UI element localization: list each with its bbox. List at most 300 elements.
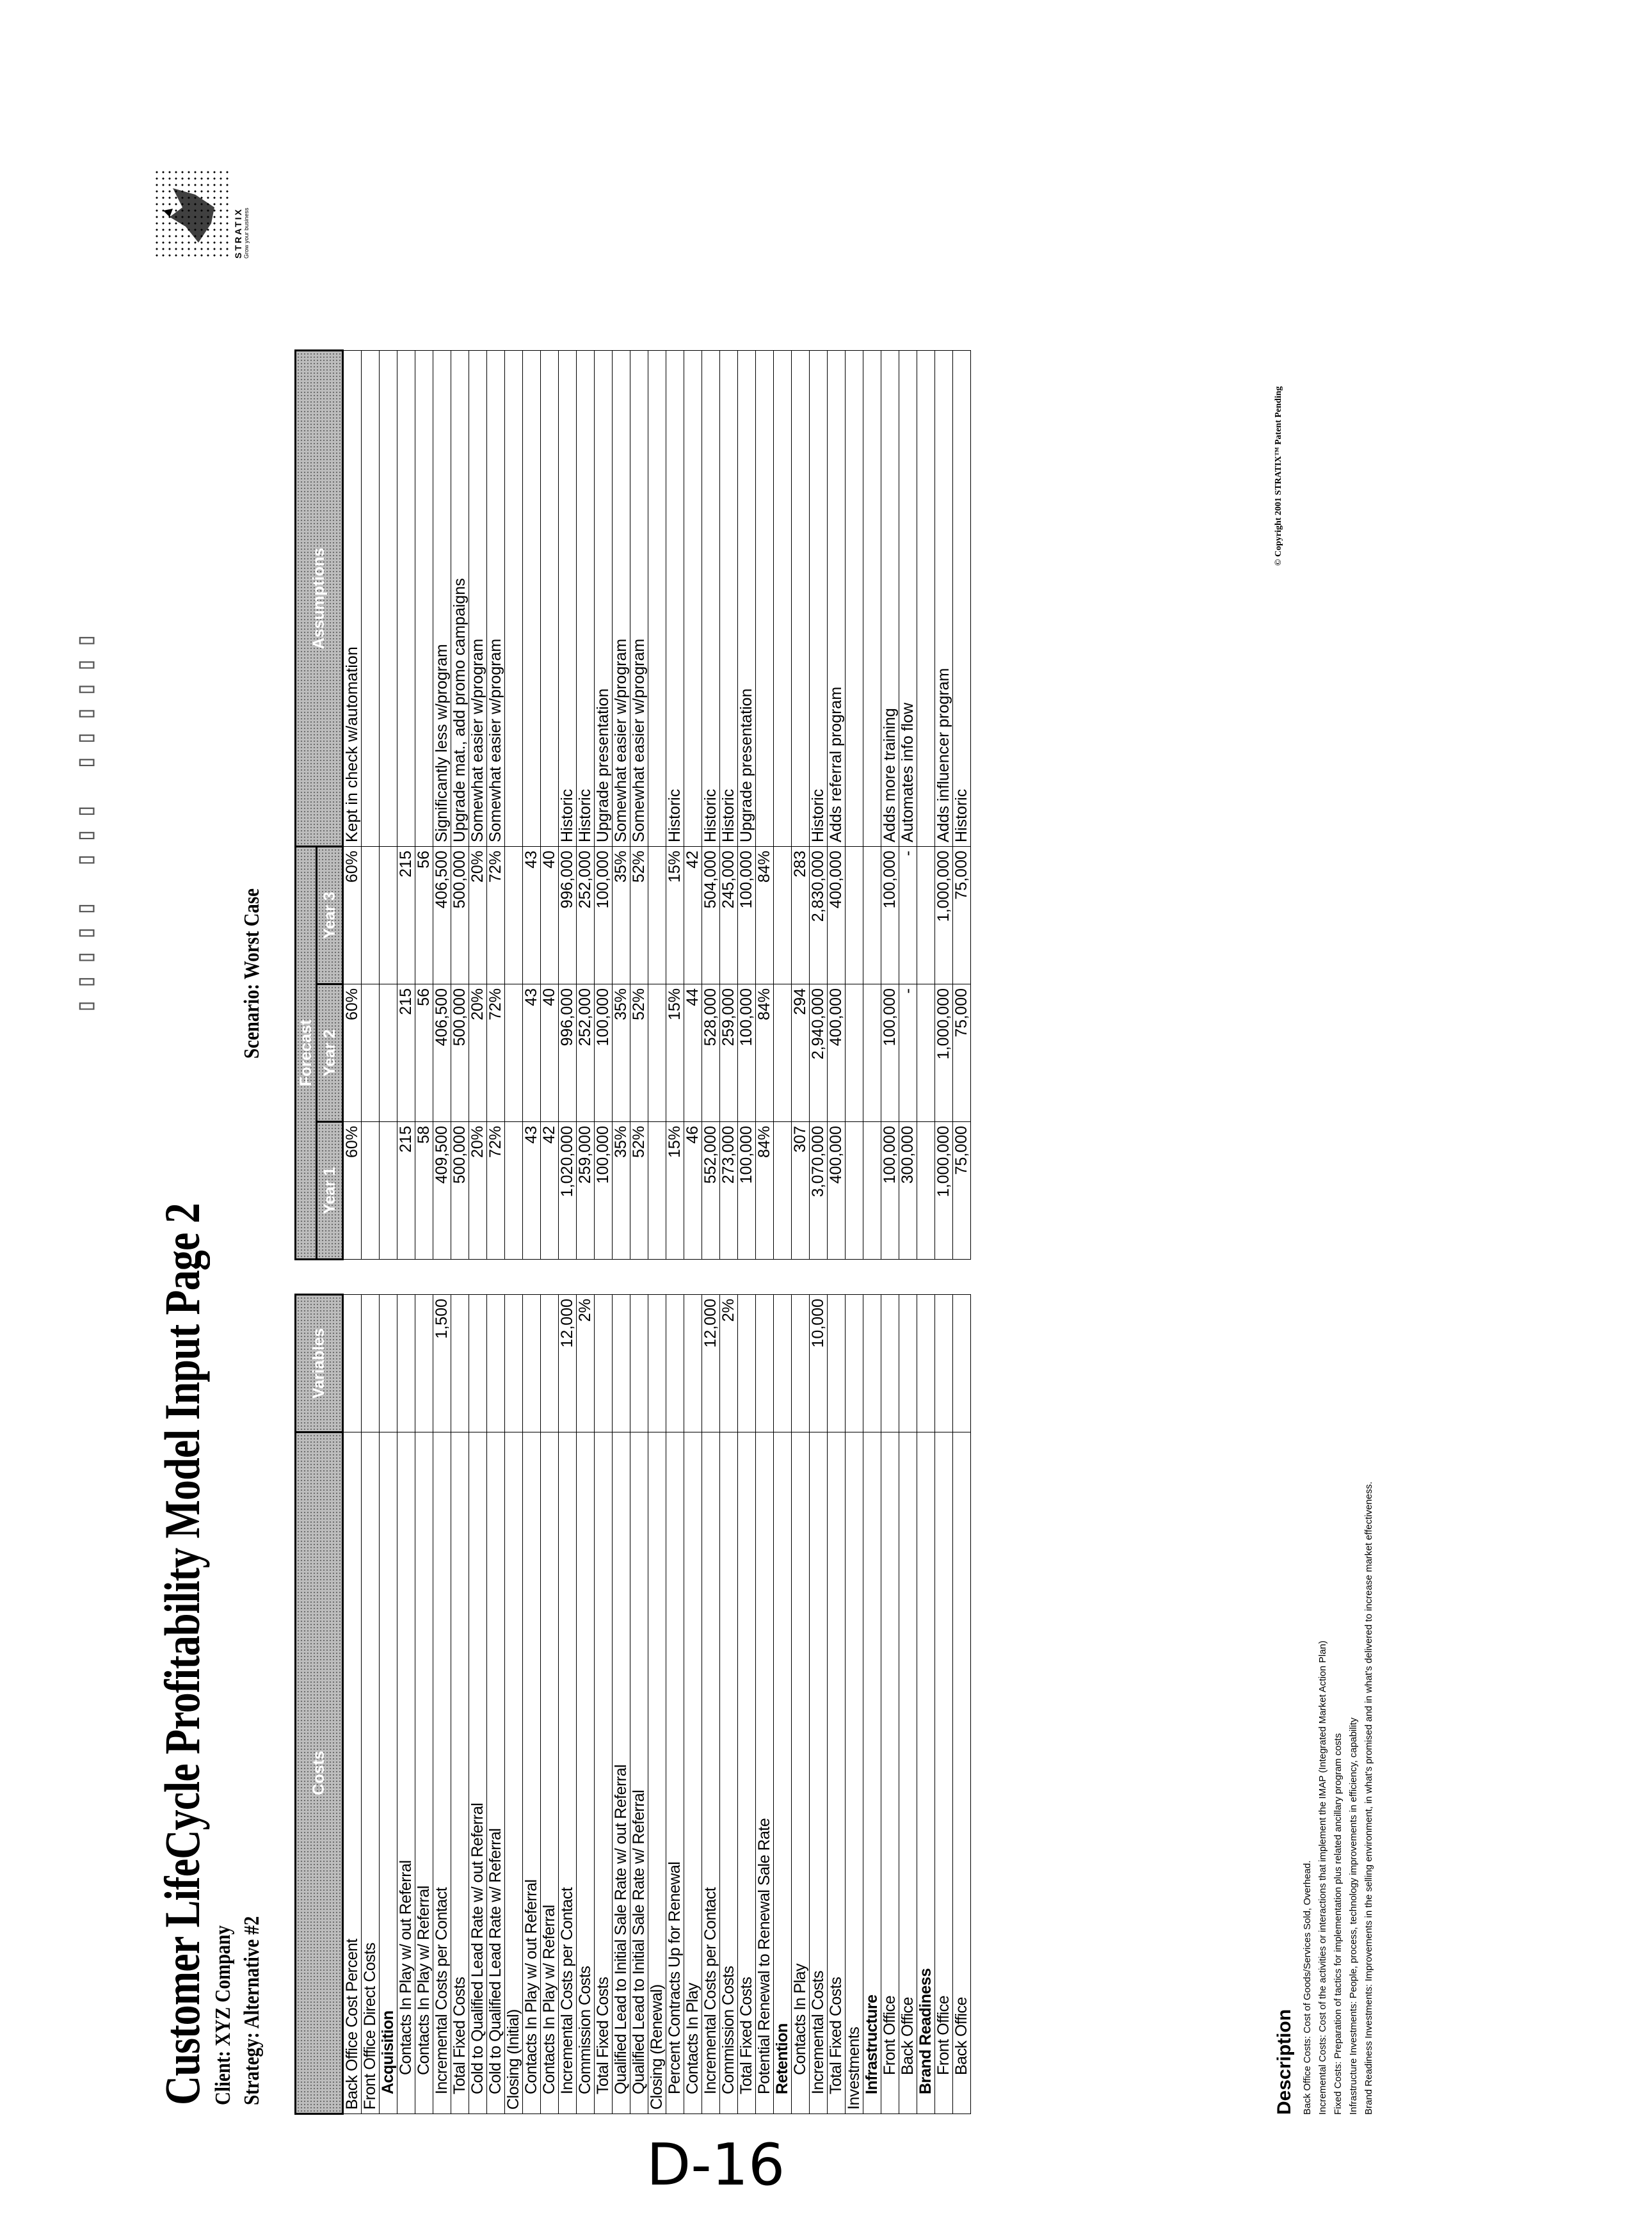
variable-cell <box>648 1295 666 1432</box>
year-2-cell <box>863 984 881 1122</box>
assumption-cell <box>523 351 541 847</box>
year-1-cell <box>648 1122 666 1260</box>
variable-cell: 2% <box>720 1295 738 1432</box>
column-gap <box>756 1260 774 1295</box>
row-label: Front Office Direct Costs <box>362 1432 380 2114</box>
row-label: Cold to Qualified Lead Rate w/ Referral <box>487 1432 505 2114</box>
year-2-cell: 2,940,000 <box>810 984 828 1122</box>
year-3-cell: 2,830,000 <box>810 847 828 984</box>
column-gap <box>953 1260 971 1295</box>
year-1-cell: 43 <box>523 1122 541 1260</box>
variable-cell: 12,000 <box>559 1295 577 1432</box>
row-label: Incremental Costs <box>810 1432 828 2114</box>
year-2-cell: 35% <box>613 984 630 1122</box>
variable-cell <box>953 1295 971 1432</box>
column-gap <box>433 1260 451 1295</box>
row-label: Percent Contracts Up for Renewal <box>666 1432 684 2114</box>
assumption-cell <box>917 351 935 847</box>
table-row <box>953 351 971 2114</box>
column-gap <box>523 1260 541 1295</box>
year-1-cell: 552,000 <box>702 1122 720 1260</box>
variable-cell <box>774 1295 792 1432</box>
table-row <box>684 351 702 2114</box>
year-1-cell: 75,000 <box>953 1122 971 1260</box>
year-3-cell <box>846 847 863 984</box>
variable-cell <box>935 1295 953 1432</box>
column-gap <box>451 1260 469 1295</box>
row-label: Contacts In Play w/ out Referral <box>397 1432 415 2114</box>
variable-cell <box>828 1295 846 1432</box>
description-line: Fixed Costs: Preparation of tactics for implementation plus related ancillary program costs <box>1333 1733 1343 2115</box>
year-1-cell: 1,020,000 <box>559 1122 577 1260</box>
year-1-cell: 15% <box>666 1122 684 1260</box>
scenario-label: Scenario: Worst Case <box>240 888 264 1059</box>
year-2-cell <box>774 984 792 1122</box>
header-assumptions: Assumptions <box>296 351 343 847</box>
header-year-2: Year 2 <box>317 984 343 1122</box>
column-gap <box>917 1260 935 1295</box>
year-2-cell: 500,000 <box>451 984 469 1122</box>
variable-cell <box>756 1295 774 1432</box>
header-year-1: Year 1 <box>317 1122 343 1260</box>
year-3-cell: 20% <box>469 847 487 984</box>
year-3-cell: 72% <box>487 847 505 984</box>
year-1-cell: 3,070,000 <box>810 1122 828 1260</box>
year-1-cell <box>505 1122 523 1260</box>
header-variables: Variables <box>296 1295 343 1432</box>
assumption-cell: Historic <box>666 351 684 847</box>
client-label: Client: XYZ Company <box>211 1925 235 2105</box>
assumption-cell <box>541 351 559 847</box>
table-row <box>487 351 505 2114</box>
row-label: Acquisition <box>380 1432 397 2114</box>
year-2-cell: 215 <box>397 984 415 1122</box>
row-label: Back Office Cost Percent <box>343 1432 362 2114</box>
year-3-cell: 500,000 <box>451 847 469 984</box>
year-3-cell <box>863 847 881 984</box>
assumption-cell <box>863 351 881 847</box>
table-row <box>846 351 863 2114</box>
row-label: Qualified Lead to Initial Sale Rate w/ Referral <box>630 1432 648 2114</box>
year-1-cell <box>917 1122 935 1260</box>
assumption-cell: Somewhat easier w/program <box>487 351 505 847</box>
table-row <box>541 351 559 2114</box>
assumption-cell: Upgrade presentation <box>738 351 756 847</box>
year-3-cell: 75,000 <box>953 847 971 984</box>
logo-name: STRATIX <box>233 207 243 259</box>
year-3-cell: 40 <box>541 847 559 984</box>
year-3-cell: 252,000 <box>577 847 595 984</box>
assumption-cell: Upgrade mat., add promo campaigns <box>451 351 469 847</box>
variable-cell <box>863 1295 881 1432</box>
year-3-cell: 42 <box>684 847 702 984</box>
table-row <box>469 351 487 2114</box>
description-section <box>1274 1482 1379 2115</box>
year-1-cell: 307 <box>792 1122 810 1260</box>
row-label: Contacts In Play <box>792 1432 810 2114</box>
year-3-cell <box>362 847 380 984</box>
row-label: Incremental Costs per Contact <box>433 1432 451 2114</box>
year-1-cell: 58 <box>415 1122 433 1260</box>
year-1-cell: 400,000 <box>828 1122 846 1260</box>
column-gap <box>595 1260 613 1295</box>
column-gap <box>397 1260 415 1295</box>
handwritten-page-label: D-16 <box>646 2131 785 2199</box>
year-1-cell: 72% <box>487 1122 505 1260</box>
variable-cell: 2% <box>577 1295 595 1432</box>
column-gap <box>296 1260 343 1295</box>
year-2-cell: 44 <box>684 984 702 1122</box>
year-2-cell: 20% <box>469 984 487 1122</box>
variable-cell <box>613 1295 630 1432</box>
variable-cell <box>541 1295 559 1432</box>
table-row <box>899 351 917 2114</box>
description-line: Infrastructure Investments: People, process, technology improvements in efficiency, capability <box>1348 1717 1359 2115</box>
year-3-cell: 84% <box>756 847 774 984</box>
year-1-cell: 42 <box>541 1122 559 1260</box>
column-gap <box>899 1260 917 1295</box>
logo-bird-icon <box>160 182 221 246</box>
column-gap <box>774 1260 792 1295</box>
year-2-cell: 100,000 <box>881 984 899 1122</box>
variable-cell: 12,000 <box>702 1295 720 1432</box>
year-2-cell <box>846 984 863 1122</box>
variable-cell <box>881 1295 899 1432</box>
assumption-cell: Adds more training <box>881 351 899 847</box>
year-3-cell <box>774 847 792 984</box>
year-2-cell: 259,000 <box>720 984 738 1122</box>
year-2-cell: 60% <box>343 984 362 1122</box>
column-gap <box>648 1260 666 1295</box>
table-row <box>613 351 630 2114</box>
year-2-cell: 75,000 <box>953 984 971 1122</box>
row-label: Potential Renewal to Renewal Sale Rate <box>756 1432 774 2114</box>
year-3-cell: 100,000 <box>738 847 756 984</box>
variable-cell <box>487 1295 505 1432</box>
table-row <box>881 351 899 2114</box>
year-2-cell: 528,000 <box>702 984 720 1122</box>
row-label: Infrastructure <box>863 1432 881 2114</box>
assumption-cell: Somewhat easier w/program <box>630 351 648 847</box>
assumption-cell: Historic <box>577 351 595 847</box>
variable-cell <box>397 1295 415 1432</box>
assumption-cell: Somewhat easier w/program <box>469 351 487 847</box>
year-3-cell: - <box>899 847 917 984</box>
row-label: Closing (Initial) <box>505 1432 523 2114</box>
row-label: Commission Costs <box>577 1432 595 2114</box>
table-row <box>738 351 756 2114</box>
variable-cell <box>469 1295 487 1432</box>
assumption-cell: Historic <box>720 351 738 847</box>
variable-cell <box>917 1295 935 1432</box>
column-gap <box>684 1260 702 1295</box>
year-1-cell <box>380 1122 397 1260</box>
year-1-cell: 273,000 <box>720 1122 738 1260</box>
row-label: Investments <box>846 1432 863 2114</box>
input-table <box>294 349 971 2115</box>
assumption-cell <box>846 351 863 847</box>
variable-cell <box>415 1295 433 1432</box>
column-gap <box>362 1260 380 1295</box>
row-label: Contacts In Play w/ Referral <box>415 1432 433 2114</box>
year-2-cell: 84% <box>756 984 774 1122</box>
year-3-cell: 35% <box>613 847 630 984</box>
variable-cell <box>630 1295 648 1432</box>
assumption-cell: Adds referral program <box>828 351 846 847</box>
variable-cell <box>846 1295 863 1432</box>
column-gap <box>577 1260 595 1295</box>
header-costs: Costs <box>296 1432 343 2114</box>
year-3-cell <box>917 847 935 984</box>
row-label: Front Office <box>881 1432 899 2114</box>
table-row <box>756 351 774 2114</box>
year-2-cell: 15% <box>666 984 684 1122</box>
table-row <box>810 351 828 2114</box>
column-gap <box>380 1260 397 1295</box>
description-line: Back Office Costs: Cost of Goods/Services Sold, Overhead. <box>1302 1860 1313 2115</box>
year-1-cell: 52% <box>630 1122 648 1260</box>
row-label: Total Fixed Costs <box>828 1432 846 2114</box>
year-1-cell: 409,500 <box>433 1122 451 1260</box>
year-3-cell: 100,000 <box>595 847 613 984</box>
year-3-cell <box>648 847 666 984</box>
year-2-cell: 406,500 <box>433 984 451 1122</box>
column-gap <box>828 1260 846 1295</box>
year-2-cell <box>380 984 397 1122</box>
year-2-cell <box>505 984 523 1122</box>
year-2-cell <box>648 984 666 1122</box>
assumption-cell <box>505 351 523 847</box>
table-row <box>863 351 881 2114</box>
column-gap <box>415 1260 433 1295</box>
table-row <box>702 351 720 2114</box>
year-2-cell: 72% <box>487 984 505 1122</box>
year-2-cell: 400,000 <box>828 984 846 1122</box>
variable-cell <box>792 1295 810 1432</box>
row-label: Front Office <box>935 1432 953 2114</box>
company-logo <box>154 163 250 259</box>
year-2-cell: 43 <box>523 984 541 1122</box>
column-gap <box>630 1260 648 1295</box>
assumption-cell: Automates info flow <box>899 351 917 847</box>
assumption-cell <box>792 351 810 847</box>
assumption-cell <box>397 351 415 847</box>
year-3-cell: 996,000 <box>559 847 577 984</box>
table-row <box>559 351 577 2114</box>
assumption-cell: Historic <box>559 351 577 847</box>
variable-cell <box>362 1295 380 1432</box>
variable-cell: 10,000 <box>810 1295 828 1432</box>
year-3-cell: 100,000 <box>881 847 899 984</box>
row-label: Total Fixed Costs <box>451 1432 469 2114</box>
assumption-cell: Adds influencer program <box>935 351 953 847</box>
year-1-cell: 60% <box>343 1122 362 1260</box>
year-2-cell: 40 <box>541 984 559 1122</box>
year-2-cell: 252,000 <box>577 984 595 1122</box>
row-label: Retention <box>774 1432 792 2114</box>
row-label: Total Fixed Costs <box>595 1432 613 2114</box>
row-label: Incremental Costs per Contact <box>559 1432 577 2114</box>
header-forecast: Forecast <box>296 847 317 1260</box>
year-3-cell: 245,000 <box>720 847 738 984</box>
table-row <box>935 351 953 2114</box>
row-label: Back Office <box>953 1432 971 2114</box>
row-label: Cold to Qualified Lead Rate w/ out Referral <box>469 1432 487 2114</box>
table-row <box>433 351 451 2114</box>
column-gap <box>469 1260 487 1295</box>
year-2-cell: 100,000 <box>595 984 613 1122</box>
table-row <box>380 351 397 2114</box>
assumption-cell <box>415 351 433 847</box>
year-3-cell: 52% <box>630 847 648 984</box>
year-1-cell: 84% <box>756 1122 774 1260</box>
variable-cell <box>899 1295 917 1432</box>
year-2-cell: 294 <box>792 984 810 1122</box>
year-3-cell: 504,000 <box>702 847 720 984</box>
page-title: Customer LifeCycle Profitability Model Input Page 2 <box>154 1203 210 2105</box>
year-3-cell: 60% <box>343 847 362 984</box>
table-row <box>630 351 648 2114</box>
table-row <box>595 351 613 2114</box>
year-2-cell: 1,000,000 <box>935 984 953 1122</box>
row-label: Back Office <box>899 1432 917 2114</box>
assumption-cell: Historic <box>953 351 971 847</box>
row-label: Total Fixed Costs <box>738 1432 756 2114</box>
table-row <box>774 351 792 2114</box>
table-row <box>917 351 935 2114</box>
column-gap <box>343 1260 362 1295</box>
variable-cell: 1,500 <box>433 1295 451 1432</box>
year-2-cell <box>917 984 935 1122</box>
column-gap <box>666 1260 684 1295</box>
table-body <box>343 351 971 2114</box>
column-gap <box>810 1260 828 1295</box>
description-line: Incremental Costs: Cost of the activities or interactions that implement the IMAP (Integrated Market Action Plan) <box>1317 1640 1328 2115</box>
year-1-cell <box>362 1122 380 1260</box>
assumption-cell <box>756 351 774 847</box>
year-1-cell <box>863 1122 881 1260</box>
year-3-cell: 283 <box>792 847 810 984</box>
column-gap <box>505 1260 523 1295</box>
column-gap <box>702 1260 720 1295</box>
year-1-cell: 100,000 <box>881 1122 899 1260</box>
assumption-cell <box>648 351 666 847</box>
year-2-cell: 100,000 <box>738 984 756 1122</box>
variable-cell <box>738 1295 756 1432</box>
year-1-cell: 100,000 <box>738 1122 756 1260</box>
table-row <box>720 351 738 2114</box>
year-1-cell: 300,000 <box>899 1122 917 1260</box>
row-label: Contacts In Play w/ out Referral <box>523 1432 541 2114</box>
copyright-notice: © Copyright 2001 STRATIX™ Patent Pending <box>1274 386 1283 566</box>
row-label: Brand Readiness <box>917 1432 935 2114</box>
year-3-cell <box>505 847 523 984</box>
assumption-cell <box>774 351 792 847</box>
scan-header-marks: ▯▯▯▯▯ ▯▯▯ ▯▯▯▯▯▯ <box>73 623 102 1014</box>
assumption-cell <box>380 351 397 847</box>
column-gap <box>935 1260 953 1295</box>
row-label: Commission Costs <box>720 1432 738 2114</box>
variable-cell <box>595 1295 613 1432</box>
variable-cell <box>684 1295 702 1432</box>
description-heading: Description <box>1274 2009 1295 2115</box>
table-row <box>792 351 810 2114</box>
column-gap <box>863 1260 881 1295</box>
year-3-cell: 15% <box>666 847 684 984</box>
variable-cell <box>505 1295 523 1432</box>
column-gap <box>541 1260 559 1295</box>
assumption-cell: Historic <box>702 351 720 847</box>
year-3-cell: 56 <box>415 847 433 984</box>
year-2-cell: 52% <box>630 984 648 1122</box>
assumption-cell: Kept in check w/automation <box>343 351 362 847</box>
row-label: Qualified Lead to Initial Sale Rate w/ out Referral <box>613 1432 630 2114</box>
year-2-cell: - <box>899 984 917 1122</box>
row-label: Incremental Costs per Contact <box>702 1432 720 2114</box>
year-3-cell: 1,000,000 <box>935 847 953 984</box>
variable-cell <box>666 1295 684 1432</box>
row-label: Contacts In Play <box>684 1432 702 2114</box>
table-row <box>451 351 469 2114</box>
column-gap <box>738 1260 756 1295</box>
year-2-cell <box>362 984 380 1122</box>
variable-cell <box>343 1295 362 1432</box>
year-1-cell <box>774 1122 792 1260</box>
table-row <box>415 351 433 2114</box>
year-3-cell: 406,500 <box>433 847 451 984</box>
column-gap <box>613 1260 630 1295</box>
variable-cell <box>451 1295 469 1432</box>
header-year-3: Year 3 <box>317 847 343 984</box>
year-1-cell: 259,000 <box>577 1122 595 1260</box>
year-2-cell: 996,000 <box>559 984 577 1122</box>
column-gap <box>881 1260 899 1295</box>
year-3-cell: 400,000 <box>828 847 846 984</box>
assumption-cell <box>684 351 702 847</box>
table-row <box>577 351 595 2114</box>
row-label: Contacts In Play w/ Referral <box>541 1432 559 2114</box>
table-row <box>648 351 666 2114</box>
year-3-cell: 43 <box>523 847 541 984</box>
variable-cell <box>523 1295 541 1432</box>
table-row <box>397 351 415 2114</box>
table-row <box>666 351 684 2114</box>
assumption-cell: Somewhat easier w/program <box>613 351 630 847</box>
year-1-cell: 215 <box>397 1122 415 1260</box>
assumption-cell: Significantly less w/program <box>433 351 451 847</box>
year-1-cell: 20% <box>469 1122 487 1260</box>
year-1-cell: 100,000 <box>595 1122 613 1260</box>
table-row <box>828 351 846 2114</box>
year-3-cell: 215 <box>397 847 415 984</box>
table-row <box>362 351 380 2114</box>
year-1-cell: 46 <box>684 1122 702 1260</box>
strategy-label: Strategy: Alternative #2 <box>240 1916 264 2105</box>
logo-tagline: Grow your business <box>243 207 250 259</box>
year-2-cell: 56 <box>415 984 433 1122</box>
column-gap <box>487 1260 505 1295</box>
assumption-cell: Upgrade presentation <box>595 351 613 847</box>
column-gap <box>720 1260 738 1295</box>
assumption-cell: Historic <box>810 351 828 847</box>
assumption-cell <box>362 351 380 847</box>
year-3-cell <box>380 847 397 984</box>
table-row <box>505 351 523 2114</box>
row-label: Closing (Renewal) <box>648 1432 666 2114</box>
column-gap <box>559 1260 577 1295</box>
table-row <box>343 351 362 2114</box>
year-1-cell: 500,000 <box>451 1122 469 1260</box>
